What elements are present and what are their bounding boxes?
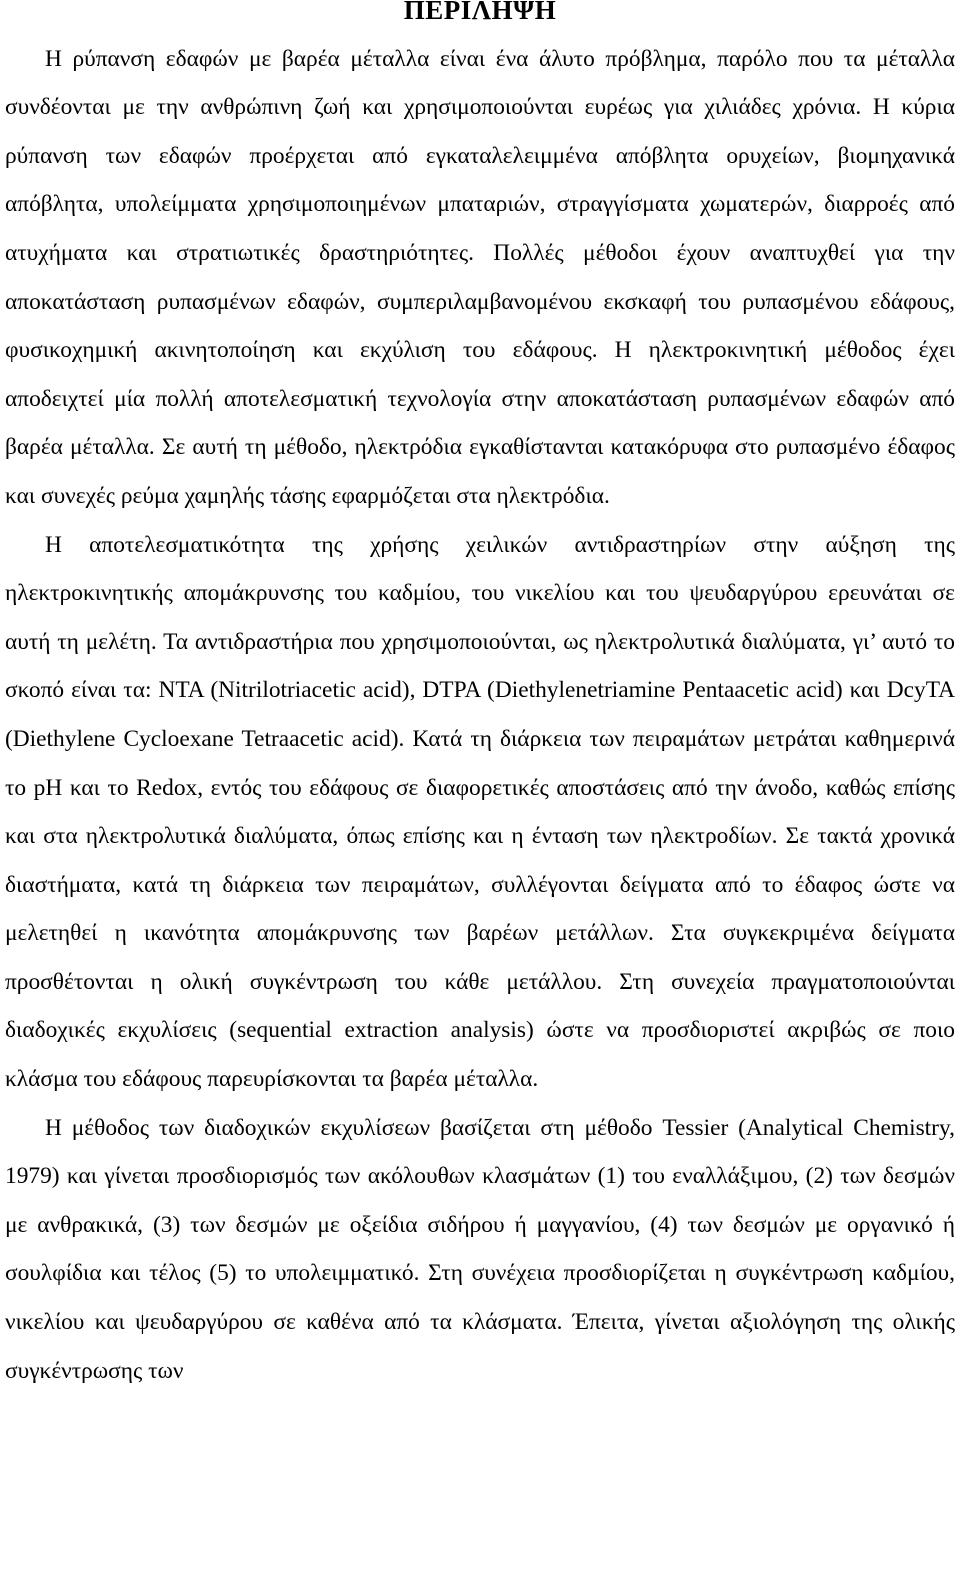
document-page [5, 0, 955, 1395]
paragraph-method: Η μέθοδος των διαδοχικών εκχυλίσεων βασίζεται στη μέθοδο Tessier (Analytical Chemistry, 1979) και γίνεται προσδιορισμός των ακόλουθων κλασμάτων (1) του εναλλάξιμου, (2) των δεσμών με ανθρακικά, (3) των δεσμών με οξείδια σιδήρου ή μαγγανίου, (4) των δεσμών με οργανικό ή σουλφίδια και τέλος (5) το υπολειμματικό. Στη συνέχεια προσδιορίζεται η συγκέντρωση καδμίου, νικελίου και ψευδαργύρου σε καθένα από τα κλάσματα. Έπειτα, γίνεται αξιολόγηση της ολικής συγκέντρωσης των [5, 1114, 955, 1384]
paragraph-intro: Η ρύπανση εδαφών με βαρέα μέταλλα είναι ένα άλυτο πρόβλημα, παρόλο που τα μέταλλα συνδέονται με την ανθρώπινη ζωή και χρησιμοποιούνται ευρέως για χιλιάδες χρόνια. Η κύρια ρύπανση των εδαφών προέρχεται από εγκαταλελειμμένα απόβλητα ορυχείων, βιομηχανικά απόβλητα, υπολείμματα χρησιμοποιημένων μπαταριών, στραγγίσματα χωματερών, διαρροές από ατυχήματα και στρατιωτικές δραστηριότητες. Πολλές μέθοδοι έχουν αναπτυχθεί για την αποκατάσταση ρυπασμένων εδαφών, συμπεριλαμβανομένου εκσκαφή του ρυπασμένου εδάφους, φυσικοχημική ακινητοποίηση και εκχύλιση του εδάφους. Η ηλεκτροκινητική μέθοδος έχει αποδειχτεί μία πολλή αποτελεσματική τεχνολογία στην αποκατάσταση ρυπασμένων εδαφών από βαρέα μέταλλα. Σε αυτή τη μέθοδο, ηλεκτρόδια εγκαθίστανται κατακόρυφα στο ρυπασμένο έδαφος και συνεχές ρεύμα χαμηλής τάσης εφαρμόζεται στα ηλεκτρόδια. [5, 45, 955, 509]
paragraph-study: Η αποτελεσματικότητα της χρήσης χειλικών αντιδραστηρίων στην αύξηση της ηλεκτροκινητικής απομάκρυνσης του καδμίου, του νικελίου και του ψευδαργύρου ερευνάται σε αυτή τη μελέτη. Τα αντιδραστήρια που χρησιμοποιούνται, ως ηλεκτρολυτικά διαλύματα, γι’ αυτό το σκοπό είναι τα: NTA (Nitrilotriacetic acid), DTPA (Diethylenetriamine Pentaacetic acid) και DcyTA (Diethylene Cycloexane Tetraacetic acid). Κατά τη διάρκεια των πειραμάτων μετράται καθημερινά το pH και το Redox, εντός του εδάφους σε διαφορετικές αποστάσεις από την άνοδο, καθώς επίσης και στα ηλεκτρολυτικά διαλύματα, όπως επίσης και η ένταση των ηλεκτροδίων. Σε τακτά χρονικά διαστήματα, κατά τη διάρκεια των πειραμάτων, συλλέγονται δείγματα από το έδαφος ώστε να μελετηθεί η ικανότητα απομάκρυνσης των βαρέων μετάλλων. Στα συγκεκριμένα δείγματα προσθέτονται η ολική συγκέντρωση του κάθε μετάλλου. Στη συνεχεία πραγματοποιούνται διαδοχικές εκχυλίσεις (sequential extraction analysis) ώστε να προσδιοριστεί ακριβώς σε ποιο κλάσμα του εδάφους παρευρίσκονται τα βαρέα μέταλλα. [5, 531, 955, 1093]
page-title: ΠΕΡΙΛΗΨΗ [403, 0, 557, 25]
